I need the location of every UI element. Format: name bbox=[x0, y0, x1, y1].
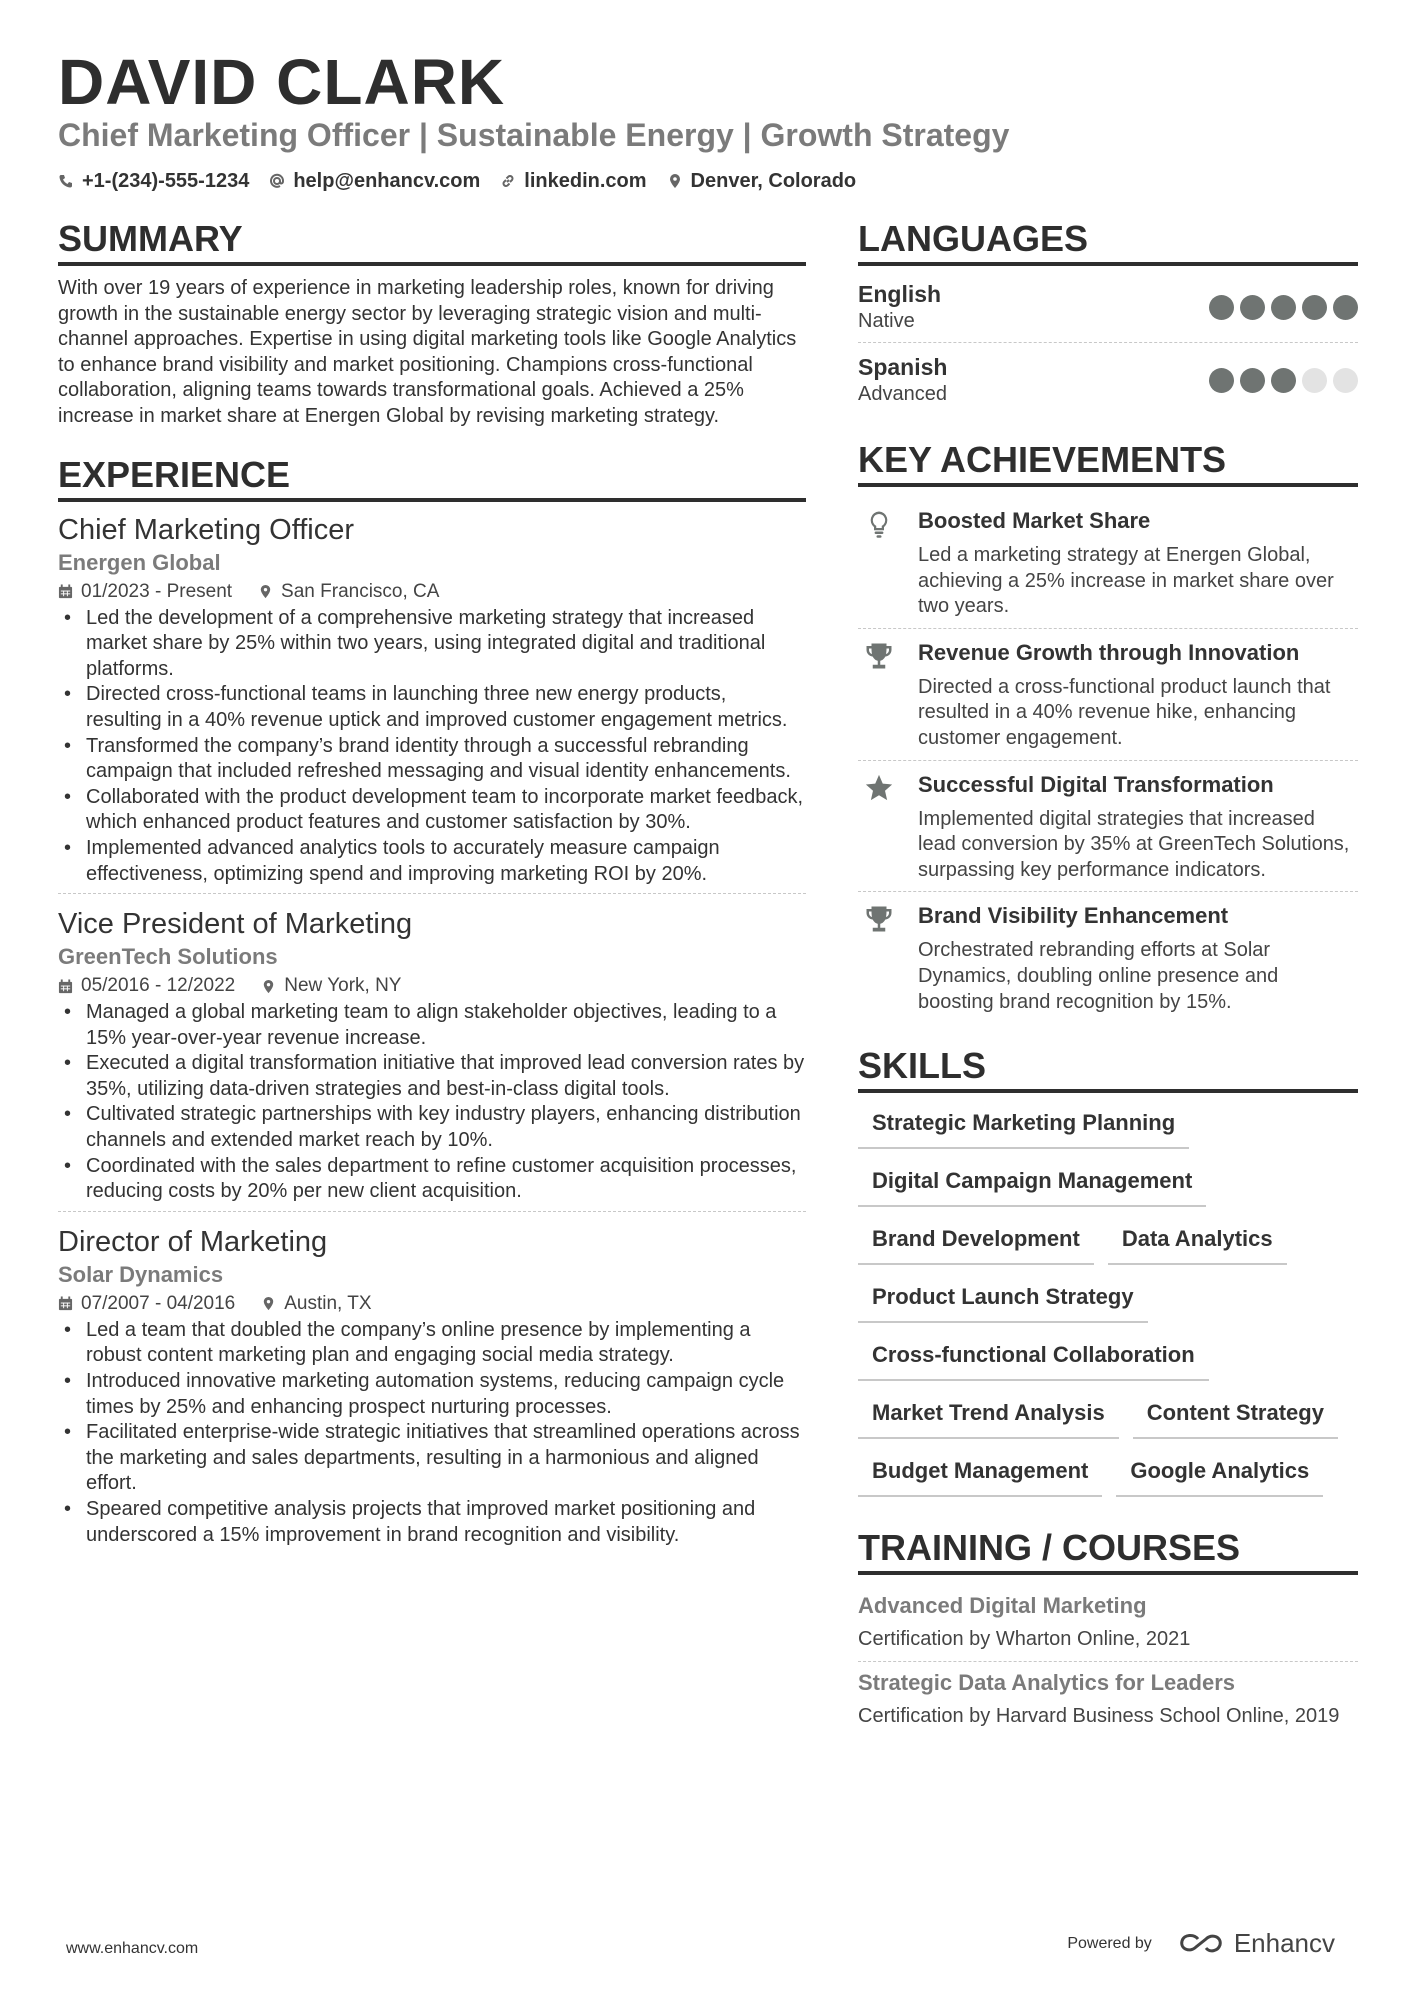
contact-phone[interactable] bbox=[58, 168, 249, 194]
company-name: GreenTech Solutions bbox=[58, 944, 278, 970]
phone-icon bbox=[58, 173, 74, 189]
linkedin-text: linkedin.com bbox=[524, 170, 647, 192]
rating-dot bbox=[1333, 368, 1358, 393]
language-item-spanish bbox=[858, 349, 1358, 415]
skills-heading: SKILLS bbox=[858, 1045, 1358, 1093]
job-bullet: • Collaborated with the product development team to incorporate market feedback, which enhanced product features and customer satisfaction by 30%. bbox=[58, 785, 806, 836]
trophy-icon bbox=[864, 904, 894, 934]
language-name: Spanish bbox=[858, 354, 948, 380]
brand-name: Enhancv bbox=[1233, 1928, 1335, 1958]
job-meta bbox=[58, 1290, 806, 1318]
skill-tag: Market Trend Analysis bbox=[858, 1399, 1119, 1439]
job-entry-3 bbox=[58, 1224, 806, 1554]
achievements-heading: KEY ACHIEVEMENTS bbox=[858, 439, 1358, 487]
enhancv-logo[interactable] bbox=[1178, 1928, 1335, 1959]
skill-tag: Strategic Marketing Planning bbox=[858, 1109, 1189, 1149]
star-icon bbox=[864, 773, 894, 803]
course-title: Strategic Data Analytics for Leaders bbox=[858, 1669, 1235, 1695]
experience-heading: EXPERIENCE bbox=[58, 454, 806, 502]
skill-tag: Product Launch Strategy bbox=[858, 1283, 1148, 1323]
job-bullet: • Coordinated with the sales department to refine customer acquisition processes, reducing costs by 20% per new client acquisition. bbox=[58, 1154, 806, 1205]
achievement-desc: Led a marketing strategy at Energen Global, achieving a 25% increase in market share over two years. bbox=[918, 544, 1334, 618]
achievement-title: Boosted Market Share bbox=[918, 508, 1151, 533]
job-title: Director of Marketing bbox=[58, 1225, 328, 1258]
contact-email[interactable] bbox=[269, 168, 480, 194]
job-meta bbox=[58, 578, 806, 606]
lightbulb-icon bbox=[864, 509, 894, 539]
rating-dot bbox=[1240, 368, 1265, 393]
job-dates: 07/2007 - 04/2016 bbox=[58, 1290, 235, 1318]
candidate-name: DAVID CLARK bbox=[58, 46, 506, 118]
job-bullets bbox=[58, 606, 806, 888]
map-pin-icon bbox=[261, 1296, 276, 1311]
company-name: Energen Global bbox=[58, 549, 221, 575]
job-bullet: • Led a team that doubled the company’s online presence by implementing a robust content marketing plan and engaging social media strategy. bbox=[58, 1318, 806, 1369]
rating-dot bbox=[1240, 295, 1265, 320]
achievement-desc: Implemented digital strategies that increased lead conversion by 35% at GreenTech Solutions, surpassing key performance indicators. bbox=[918, 807, 1350, 881]
skill-tag: Data Analytics bbox=[1108, 1225, 1287, 1265]
rating-dot bbox=[1271, 368, 1296, 393]
job-bullet: • Directed cross-functional teams in launching three new energy products, resulting in a 40% revenue uptick and improved customer engagement metrics. bbox=[58, 682, 806, 733]
languages-heading: LANGUAGES bbox=[858, 218, 1358, 266]
achievement-title: Successful Digital Transformation bbox=[918, 771, 1274, 797]
achievement-desc: Orchestrated rebranding efforts at Solar Dynamics, doubling online presence and boosting brand recognition by 15%. bbox=[918, 939, 1279, 1013]
skill-tag: Budget Management bbox=[858, 1457, 1102, 1497]
footer-website[interactable]: www.enhancv.com bbox=[66, 1940, 199, 1957]
map-pin-icon bbox=[258, 584, 273, 599]
map-pin-icon bbox=[667, 173, 683, 189]
job-bullet: • Managed a global marketing team to align stakeholder objectives, leading to a 15% year-over-year revenue increase. bbox=[58, 1000, 806, 1051]
course-item bbox=[858, 1585, 1358, 1662]
skill-tag: Digital Campaign Management bbox=[858, 1167, 1206, 1207]
candidate-headline: Chief Marketing Officer | Sustainable Energy | Growth Strategy bbox=[58, 117, 1010, 153]
job-bullets bbox=[58, 1000, 806, 1205]
language-level: Advanced bbox=[858, 383, 947, 405]
rating-dot bbox=[1209, 295, 1234, 320]
contact-bar bbox=[58, 168, 856, 194]
powered-by-label: Powered by bbox=[1067, 1934, 1152, 1952]
job-bullets bbox=[58, 1318, 806, 1548]
course-desc: Certification by Harvard Business School Online, 2019 bbox=[858, 1704, 1340, 1727]
at-icon bbox=[269, 173, 285, 189]
skill-tag: Brand Development bbox=[858, 1225, 1094, 1265]
job-bullet: • Implemented advanced analytics tools to accurately measure campaign effectiveness, optimizing spend and improving marketing ROI by 20%. bbox=[58, 836, 806, 887]
left-column bbox=[58, 218, 806, 1566]
rating-dot bbox=[1209, 368, 1234, 393]
job-dates: 05/2016 - 12/2022 bbox=[58, 972, 235, 1000]
achievement-title: Revenue Growth through Innovation bbox=[918, 639, 1300, 665]
trophy-icon bbox=[864, 641, 894, 671]
achievement-item bbox=[858, 629, 1358, 761]
map-pin-icon bbox=[261, 979, 276, 994]
skills-list bbox=[858, 1103, 1358, 1497]
calendar-icon bbox=[58, 584, 73, 599]
job-title: Chief Marketing Officer bbox=[58, 513, 355, 546]
job-meta bbox=[58, 972, 806, 1000]
summary-heading: SUMMARY bbox=[58, 218, 806, 266]
footer-branding bbox=[1067, 1928, 1335, 1959]
calendar-icon bbox=[58, 979, 73, 994]
achievement-item bbox=[858, 761, 1358, 893]
enhancv-logo-icon bbox=[1178, 1931, 1224, 1957]
course-item bbox=[858, 1662, 1358, 1738]
skill-tag: Google Analytics bbox=[1116, 1457, 1323, 1497]
achievement-title: Brand Visibility Enhancement bbox=[918, 903, 1229, 929]
achievement-item bbox=[858, 497, 1358, 629]
contact-location bbox=[667, 168, 857, 194]
link-icon bbox=[500, 173, 516, 189]
company-name: Solar Dynamics bbox=[58, 1261, 224, 1287]
course-title: Advanced Digital Marketing bbox=[858, 1593, 1147, 1619]
contact-linkedin[interactable] bbox=[500, 168, 646, 194]
rating-dot bbox=[1302, 368, 1327, 393]
job-location: San Francisco, CA bbox=[258, 578, 439, 606]
achievement-item bbox=[858, 892, 1358, 1023]
job-bullet: • Introduced innovative marketing automation systems, reducing campaign cycle times by 25% and enhancing prospect nurturing processes. bbox=[58, 1369, 806, 1420]
job-entry-1 bbox=[58, 512, 806, 895]
right-column bbox=[858, 218, 1358, 1737]
job-location: Austin, TX bbox=[261, 1290, 371, 1318]
phone-text: +1-(234)-555-1234 bbox=[82, 170, 250, 192]
rating-dot bbox=[1271, 295, 1296, 320]
job-title: Vice President of Marketing bbox=[58, 908, 413, 941]
language-rating bbox=[1209, 295, 1358, 320]
rating-dot bbox=[1302, 295, 1327, 320]
job-bullet: • Facilitated enterprise-wide strategic initiatives that streamlined operations across the marketing and sales departments, resulting in a harmonious and aligned effort. bbox=[58, 1420, 806, 1497]
language-level: Native bbox=[858, 310, 915, 332]
calendar-icon bbox=[58, 1296, 73, 1311]
summary-text: With over 19 years of experience in marketing leadership roles, known for driving growth in the sustainable energy sector by leveraging strategic vision and multi-channel approaches. Expertise in using digital marketing tools like Google Analytics to enhance brand visibility and market positioning. Champions cross-functional collaboration, aligning teams towards transformational goals. Achieved a 25% increase in market share at Energen Global by revising marketing strategy. bbox=[58, 277, 797, 427]
job-location: New York, NY bbox=[261, 972, 401, 1000]
job-bullet: • Cultivated strategic partnerships with key industry players, enhancing distribution channels and extended market reach by 10%. bbox=[58, 1102, 806, 1153]
location-text: Denver, Colorado bbox=[690, 170, 857, 192]
course-desc: Certification by Wharton Online, 2021 bbox=[858, 1628, 1191, 1651]
language-name: English bbox=[858, 281, 942, 307]
skill-tag: Cross-functional Collaboration bbox=[858, 1341, 1209, 1381]
achievement-desc: Directed a cross-functional product launch that resulted in a 40% revenue hike, enhancing customer engagement. bbox=[918, 675, 1331, 749]
skill-tag: Content Strategy bbox=[1133, 1399, 1338, 1439]
email-text: help@enhancv.com bbox=[293, 170, 481, 192]
language-rating bbox=[1209, 368, 1358, 393]
job-bullet: • Speared competitive analysis projects that improved market positioning and underscored a 15% improvement in brand recognition and visibility. bbox=[58, 1497, 806, 1548]
job-bullet: • Transformed the company’s brand identity through a successful rebranding campaign that included refreshed messaging and visual identity enhancements. bbox=[58, 734, 806, 785]
training-heading: TRAINING / COURSES bbox=[858, 1527, 1358, 1575]
job-entry-2 bbox=[58, 906, 806, 1212]
job-bullet: • Led the development of a comprehensive marketing strategy that increased market share by 25% within two years, using integrated digital and traditional platforms. bbox=[58, 606, 806, 683]
language-item-english bbox=[858, 276, 1358, 343]
job-bullet: • Executed a digital transformation initiative that improved lead conversion rates by 35%, utilizing data-driven strategies and best-in-class digital tools. bbox=[58, 1051, 806, 1102]
job-dates: 01/2023 - Present bbox=[58, 578, 232, 606]
rating-dot bbox=[1333, 295, 1358, 320]
